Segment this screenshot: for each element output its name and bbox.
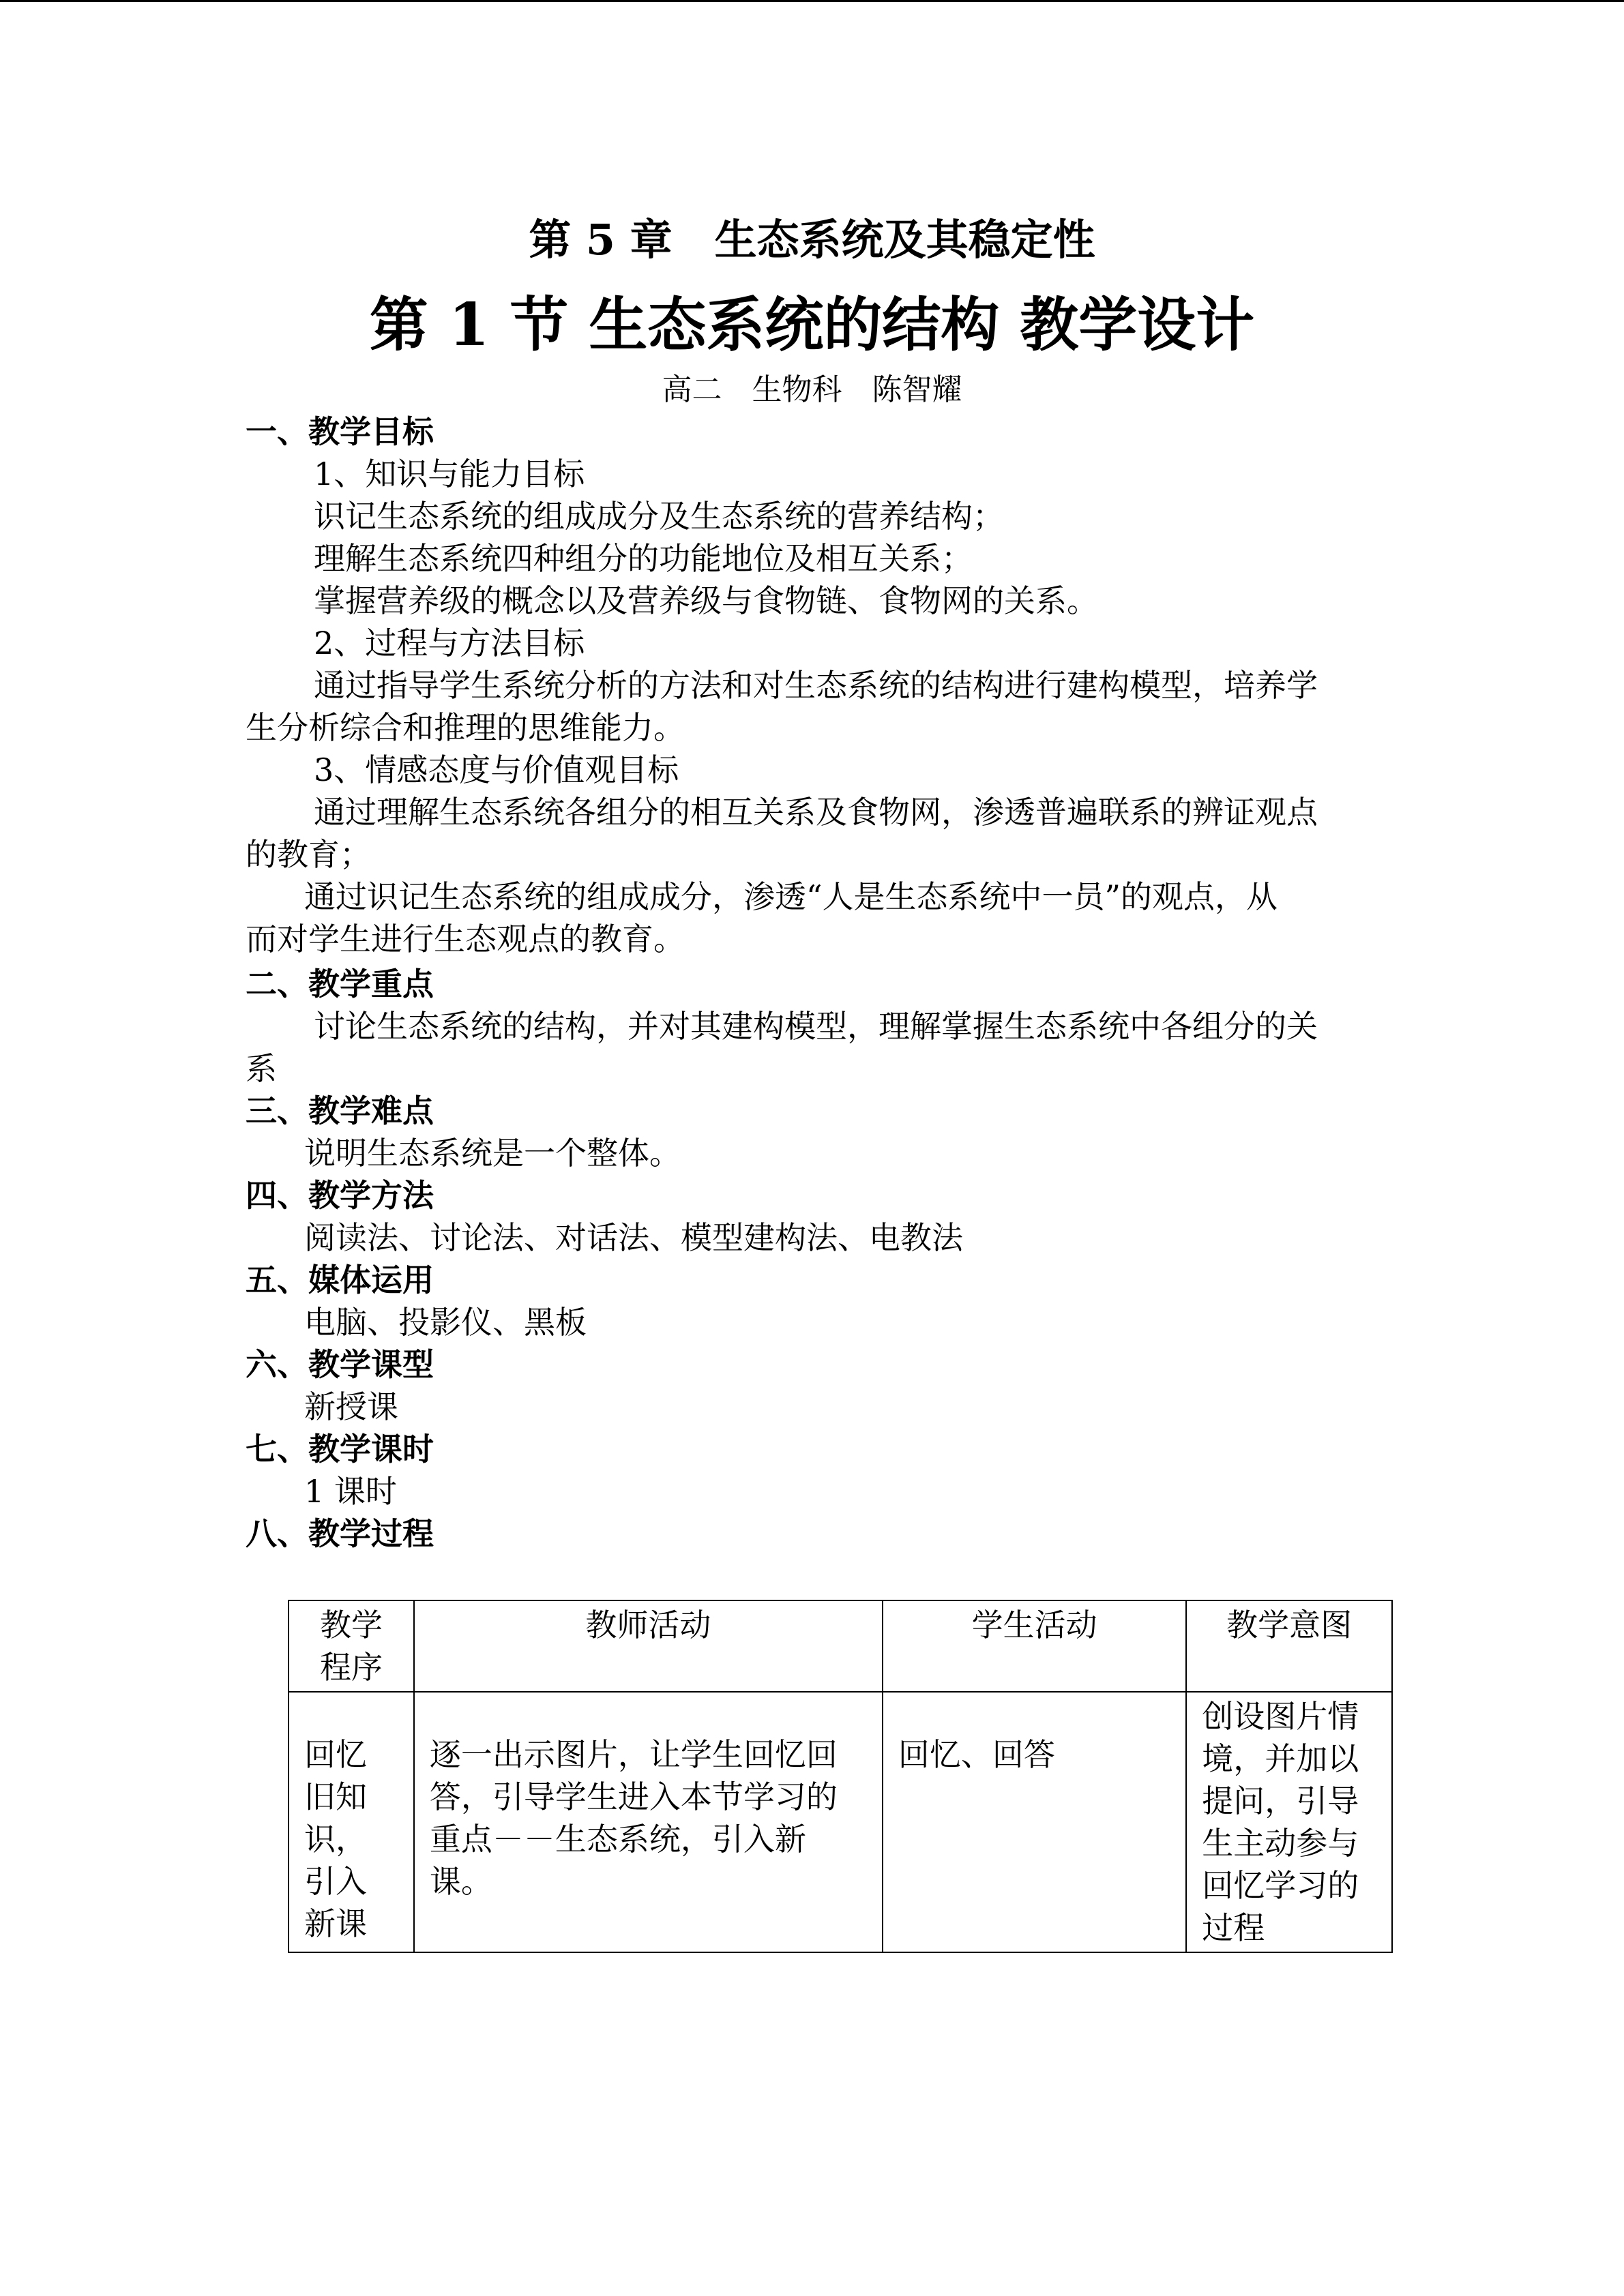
intent-line: 创设图片情 <box>1202 1698 1359 1735</box>
key-points-line-1: 讨论生态系统的结构，并对其建构模型，理解掌握生态系统中各组分的关 <box>314 1008 1318 1045</box>
objective-knowledge-2: 理解生态系统四种组分的功能地位及相互关系； <box>314 540 973 577</box>
header-sequence <box>289 1600 414 1692</box>
page-top-border <box>0 0 1624 2</box>
intent-line: 回忆学习的 <box>1202 1867 1359 1904</box>
heading-process: 八、教学过程 <box>246 1515 434 1552</box>
teacher-activity-line: 逐一出示图片，让学生回忆回 <box>429 1736 838 1773</box>
lesson-hours-text: 1 课时 <box>304 1473 397 1510</box>
media-text: 电脑、投影仪、黑板 <box>304 1304 587 1341</box>
header-student-activity: 学生活动 <box>883 1600 1186 1692</box>
heading-lesson-type: 六、教学课型 <box>246 1346 434 1383</box>
difficulties-text: 说明生态系统是一个整体。 <box>304 1135 681 1172</box>
row-sequence-cell <box>289 1692 414 1952</box>
teacher-activity-line: 课。 <box>429 1863 492 1900</box>
table-header-row <box>289 1600 1392 1692</box>
author-line: 高二 生物科 陈智耀 <box>662 372 962 407</box>
sequence-line: 识， <box>304 1821 367 1858</box>
table-row <box>289 1692 1392 1952</box>
header-intent: 教学意图 <box>1186 1600 1392 1692</box>
row-student-activity-cell <box>883 1692 1186 1952</box>
header-sequence-line-2: 程序 <box>319 1649 383 1686</box>
heading-objectives: 一、教学目标 <box>246 413 434 450</box>
objective-attitude-1-line-1: 通过理解生态系统各组分的相互关系及食物网，渗透普遍联系的辨证观点 <box>314 794 1318 831</box>
sequence-line: 引入 <box>304 1863 367 1900</box>
objective-process-line-2: 生分析综合和推理的思维能力。 <box>246 709 685 746</box>
objective-process-line-1: 通过指导学生系统分析的方法和对生态系统的结构进行建构模型，培养学 <box>314 667 1318 704</box>
intent-line: 提问，引导 <box>1202 1783 1359 1819</box>
section-title: 第 1 节 生态系统的结构 教学设计 <box>369 290 1255 359</box>
student-activity-text: 回忆、回答 <box>898 1736 1055 1773</box>
header-teacher-activity: 教师活动 <box>414 1600 883 1692</box>
objective-attitude-1-line-2: 的教育； <box>246 836 371 873</box>
heading-lesson-hours: 七、教学课时 <box>246 1431 434 1467</box>
objective-attitude-2-line-2: 而对学生进行生态观点的教育。 <box>246 921 685 957</box>
sequence-line: 旧知 <box>304 1778 367 1815</box>
teacher-activity-line: 重点－－生态系统，引入新 <box>429 1821 806 1858</box>
objective-process-title: 2、过程与方法目标 <box>314 625 585 661</box>
key-points-line-2: 系 <box>246 1050 277 1087</box>
sequence-line: 新课 <box>304 1905 367 1942</box>
objective-attitude-2-line-1: 通过识记生态系统的组成成分，渗透“人是生态系统中一员”的观点，从 <box>304 878 1278 915</box>
teaching-process-table <box>288 1600 1393 1953</box>
objective-knowledge-title: 1、知识与能力目标 <box>314 456 585 492</box>
row-intent-cell <box>1186 1692 1392 1952</box>
objective-attitude-title: 3、情感态度与价值观目标 <box>314 751 679 788</box>
row-teacher-activity-cell <box>414 1692 883 1952</box>
intent-line: 过程 <box>1202 1909 1265 1946</box>
teacher-activity-line: 答，引导学生进入本节学习的 <box>429 1778 838 1815</box>
header-sequence-line-1: 教学 <box>319 1607 383 1643</box>
intent-line: 生主动参与 <box>1202 1825 1359 1862</box>
chapter-title: 第 5 章 生态系统及其稳定性 <box>529 215 1095 265</box>
heading-methods: 四、教学方法 <box>246 1177 434 1214</box>
heading-key-points: 二、教学重点 <box>246 966 434 1002</box>
lesson-type-text: 新授课 <box>304 1388 398 1425</box>
methods-text: 阅读法、讨论法、对话法、模型建构法、电教法 <box>304 1219 963 1256</box>
heading-difficulties: 三、教学难点 <box>246 1092 434 1129</box>
heading-media: 五、媒体运用 <box>246 1262 434 1298</box>
objective-knowledge-1: 识记生态系统的组成成分及生态系统的营养结构； <box>314 498 1004 535</box>
intent-line: 境，并加以 <box>1202 1740 1359 1777</box>
sequence-line: 回忆 <box>304 1736 367 1773</box>
objective-knowledge-3: 掌握营养级的概念以及营养级与食物链、食物网的关系。 <box>314 582 1098 619</box>
